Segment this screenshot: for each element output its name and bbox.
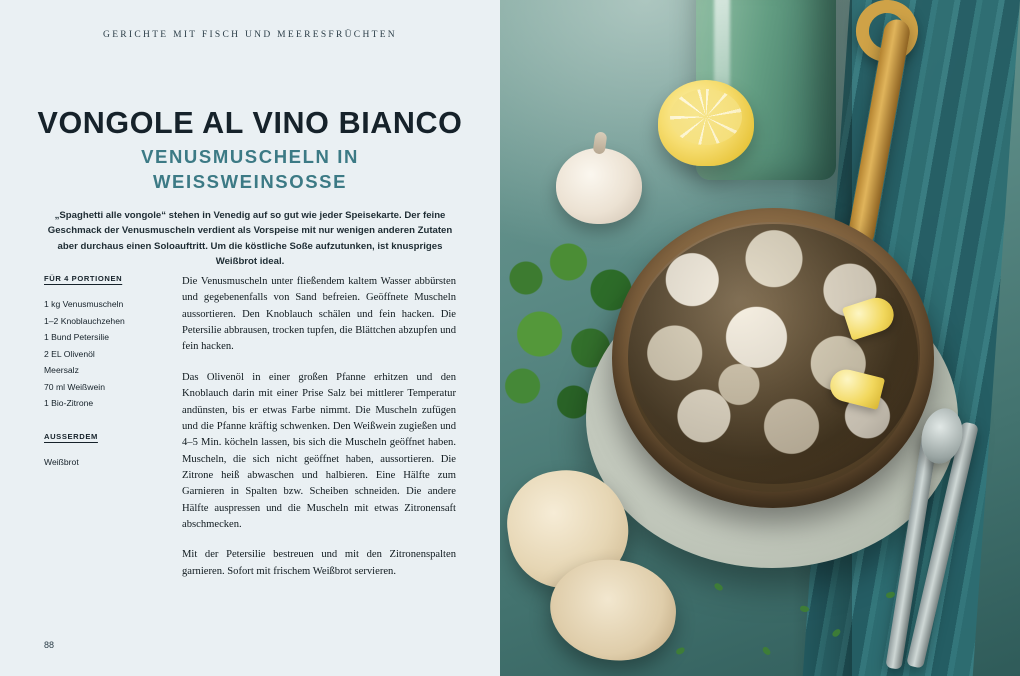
instruction-step: Mit der Petersilie bestreuen und mit den Zitronenspalten garnieren. Sofort mit frischem Weißbrot servieren. (182, 549, 456, 577)
recipe-body (44, 274, 456, 580)
clams-shading (628, 222, 920, 484)
food-photograph (500, 0, 1020, 676)
page-number: 88 (44, 640, 55, 650)
chapter-eyebrow: GERICHTE MIT FISCH UND MEERESFRÜCHTEN (103, 30, 397, 40)
recipe-intro: „Spaghetti alle vongole“ stehen in Venedig auf so gut wie jeder Speisekarte. Der feine Geschmack der Venusmuscheln verdient als Vorspeise mit nur wenigen anderen Zutaten aber durchaus einen Soloauftritt. Um die köstliche Soße aufzutunken, ist knuspriges Weißbrot ideal. (47, 209, 453, 268)
extras-heading: AUSSERDEM (44, 431, 98, 441)
ingredients-list (44, 296, 172, 412)
instructions-column (182, 274, 456, 580)
list-item: 70 ml Weißwein (44, 381, 105, 392)
parsley-flake (675, 647, 686, 656)
list-item: Weißbrot (44, 456, 79, 467)
ingredients-column (44, 274, 182, 580)
instruction-step: Das Olivenöl in einer großen Pfanne erhitzen und den Knoblauch darin mit einer Prise Salz bei mittlerer Temperatur andünsten, bis er etwas Farbe nimmt. Die Muscheln zufügen und die Pfanne kräftig schwenken. Den Weißwein zugießen und 4–5 Min. köcheln lassen, bis sich die Muscheln geöffnet haben. Muscheln, die sich nicht geöffnet haben, aussortieren. Die Zitrone heiß abwaschen und halbieren. Eine Hälfte zum Garnieren in Spalten bzw. Scheiben schneiden. Die andere Hälfte auspressen und die Muscheln mit etwas Zitronensaft abschmecken. (182, 371, 456, 531)
extras-list (44, 454, 172, 471)
list-item: 2 EL Olivenöl (44, 348, 95, 359)
recipe-text-page (0, 0, 500, 676)
list-item: 1 Bund Petersilie (44, 332, 109, 342)
list-item: 1 kg Venusmuscheln (44, 299, 124, 309)
list-item: 1–2 Knoblauchzehen (44, 315, 125, 326)
list-item: 1 Bio-Zitrone (44, 398, 94, 408)
ingredients-heading: FÜR 4 PORTIONEN (44, 274, 123, 283)
parsley-flake (713, 582, 724, 592)
parsley-flake (761, 646, 771, 657)
recipe-title: VONGOLE AL VINO BIANCO (37, 106, 463, 141)
recipe-subtitle: VENUSMUSCHELN IN WEISSWEINSOSSE (141, 146, 359, 192)
instruction-step: Die Venusmuscheln unter fließendem kaltem Wasser abbürsten und gegebenenfalls von Sand befreien. Geöffnete Muscheln aussortieren. Den Knoblauch schälen und fein hacken. Die Petersilie abbrausen, trocken tupfen, die Blättchen abzupfen und fein hacken. (182, 276, 456, 353)
lemon-half (658, 80, 754, 166)
list-item: Meersalz (44, 365, 79, 375)
garlic-bulb (556, 148, 642, 224)
recipe-photo-page (500, 0, 1020, 676)
